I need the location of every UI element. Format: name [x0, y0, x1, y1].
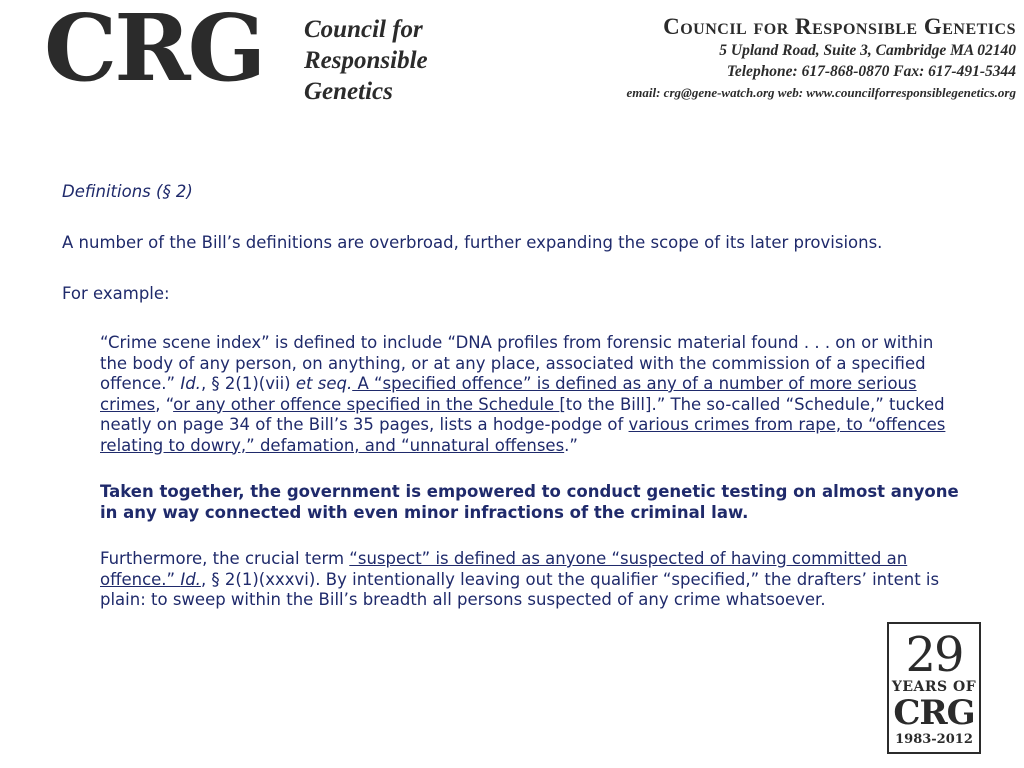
phone-fax-line: Telephone: 617-868-0870 Fax: 617-491-5344 [726, 63, 1016, 80]
underlined-text: “suspect” is defined as anyone “suspected of having committed an offence.” [100, 549, 908, 589]
org-name: Council for Responsible Genetics [663, 14, 1016, 39]
text-run: , § 2(1)(xxxvi). By intentionally leaving out the qualifier “specified,” the drafters’ intent is plain: to sweep within the Bill’s breadth all persons suspected of any crime whatsoever. [100, 569, 940, 609]
logo-name-line-3: Genetics [304, 78, 393, 105]
logo-name-line-2: Responsible [304, 47, 428, 74]
text-run: “Crime scene index” is defined to include “DNA profiles from forensic material found . . . on or within the body of any person, on anything, or at any place, associated with the commission of a specified offence.” [100, 333, 934, 393]
intro-paragraph: A number of the Bill’s definitions are overbroad, further expanding the scope of its later provisions. [62, 233, 883, 252]
text-run: , § 2(1)(vii) [200, 374, 296, 393]
text-run: Furthermore, the crucial term [100, 549, 350, 568]
badge-number: 29 [905, 627, 963, 683]
logo-name-line-1: Council for [304, 16, 423, 43]
for-example-label: For example: [62, 284, 170, 303]
badge-years-of: YEARS OF [891, 679, 977, 695]
anniversary-badge [887, 622, 981, 754]
crg-logo-mark: CRG [44, 0, 264, 102]
badge-year-span: 1983-2012 [895, 732, 973, 747]
id-citation: Id. [180, 374, 201, 393]
email-web-line: email: crg@gene-watch.org web: www.councilforresponsiblegenetics.org [626, 85, 1016, 100]
crime-scene-index-paragraph [100, 333, 962, 456]
crg-logo-name [304, 14, 428, 107]
address-line: 5 Upland Road, Suite 3, Cambridge MA 02140 [719, 42, 1016, 59]
section-heading: Definitions (§ 2) [62, 182, 193, 201]
letterhead [627, 14, 1017, 103]
text-run: .” [564, 435, 578, 455]
indented-block [100, 333, 962, 611]
suspect-paragraph [100, 549, 962, 611]
badge-crg: CRG [893, 693, 975, 733]
underlined-text: A “specified offence” is defined as any of a number of more serious crimes [100, 374, 917, 414]
text-run: , “ [155, 394, 174, 414]
et-seq: et seq. [295, 374, 353, 393]
bold-statement: Taken together, the government is empowered to conduct genetic testing on almost anyone in any way connected with even minor infractions of the criminal law. [100, 482, 959, 522]
text-run: [to the Bill].” The so-called “Schedule,” tucked neatly on page 34 of the Bill’s 35 pages, lists a hodge-podge of [100, 394, 945, 434]
underlined-text: or any other offence specified in the Schedule [173, 394, 560, 414]
id-citation: Id. [180, 569, 201, 589]
underlined-text: various crimes from rape, to “offences relating to dowry,” defamation, and “unnatural offenses [100, 415, 946, 455]
slide-content [62, 180, 962, 637]
